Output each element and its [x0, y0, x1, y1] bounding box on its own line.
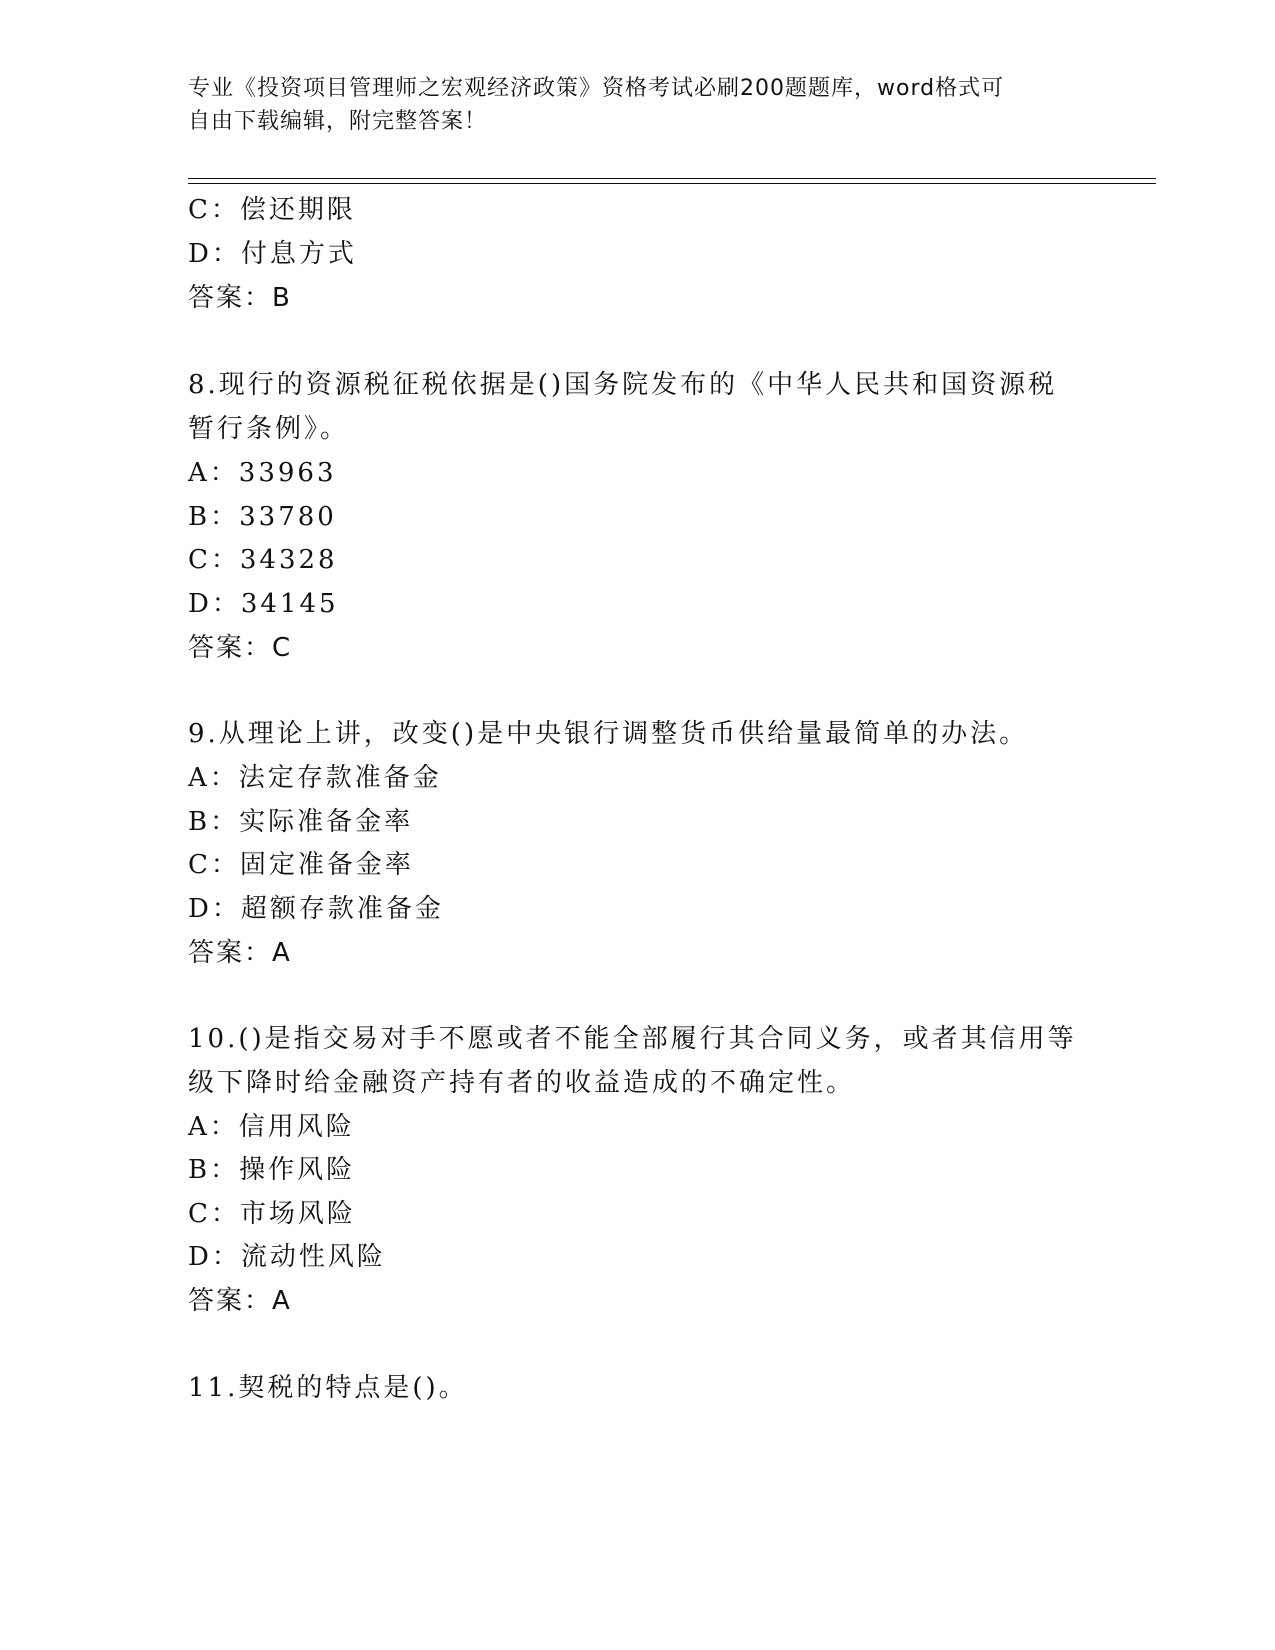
header-divider-top	[188, 178, 1156, 179]
q8-option-d: D：34145	[188, 589, 339, 619]
q8-option-a: A：33963	[188, 458, 337, 488]
q10-answer: 答案：A	[188, 1286, 292, 1316]
q8-option-b: B：33780	[188, 502, 337, 532]
q9-stem-line-1: 9.从理论上讲，改变()是中央银行调整货币供给量最简单的办法。	[188, 719, 1029, 749]
q9-option-c: C：固定准备金率	[188, 850, 414, 880]
q9-option-b: B：实际准备金率	[188, 807, 414, 837]
q10-option-d: D：流动性风险	[188, 1242, 386, 1272]
q8-stem-line-1: 8.现行的资源税征税依据是()国务院发布的《中华人民共和国资源税	[188, 370, 1058, 400]
q10-option-a: A：信用风险	[188, 1112, 355, 1142]
q9-option-d: D：超额存款准备金	[188, 894, 444, 924]
q10-option-c: C：市场风险	[188, 1199, 356, 1229]
q7-option-d: D：付息方式	[188, 239, 357, 269]
q10-stem-line-2: 级下降时给金融资产持有者的收益造成的不确定性。	[188, 1068, 856, 1098]
q9-answer: 答案：A	[188, 938, 292, 968]
q8-answer: 答案：C	[188, 633, 293, 663]
q7-option-c: C：偿还期限	[188, 195, 356, 225]
document-header	[188, 72, 1068, 138]
q10-stem-line-1: 10.()是指交易对手不愿或者不能全部履行其合同义务，或者其信用等	[188, 1024, 1077, 1054]
q10-option-b: B：操作风险	[188, 1155, 356, 1185]
q11-stem-line-1: 11.契税的特点是()。	[188, 1373, 468, 1403]
q8-option-c: C：34328	[188, 545, 338, 575]
q9-option-a: A：法定存款准备金	[188, 763, 442, 793]
header-divider-bottom	[188, 183, 1156, 184]
header-line-2: 自由下载编辑，附完整答案！	[188, 109, 488, 134]
header-line-1: 专业《投资项目管理师之宏观经济政策》资格考试必刷200题题库，word格式可	[188, 76, 1005, 101]
q8-stem-line-2: 暂行条例》。	[188, 414, 350, 444]
q7-answer: 答案：B	[188, 283, 292, 313]
